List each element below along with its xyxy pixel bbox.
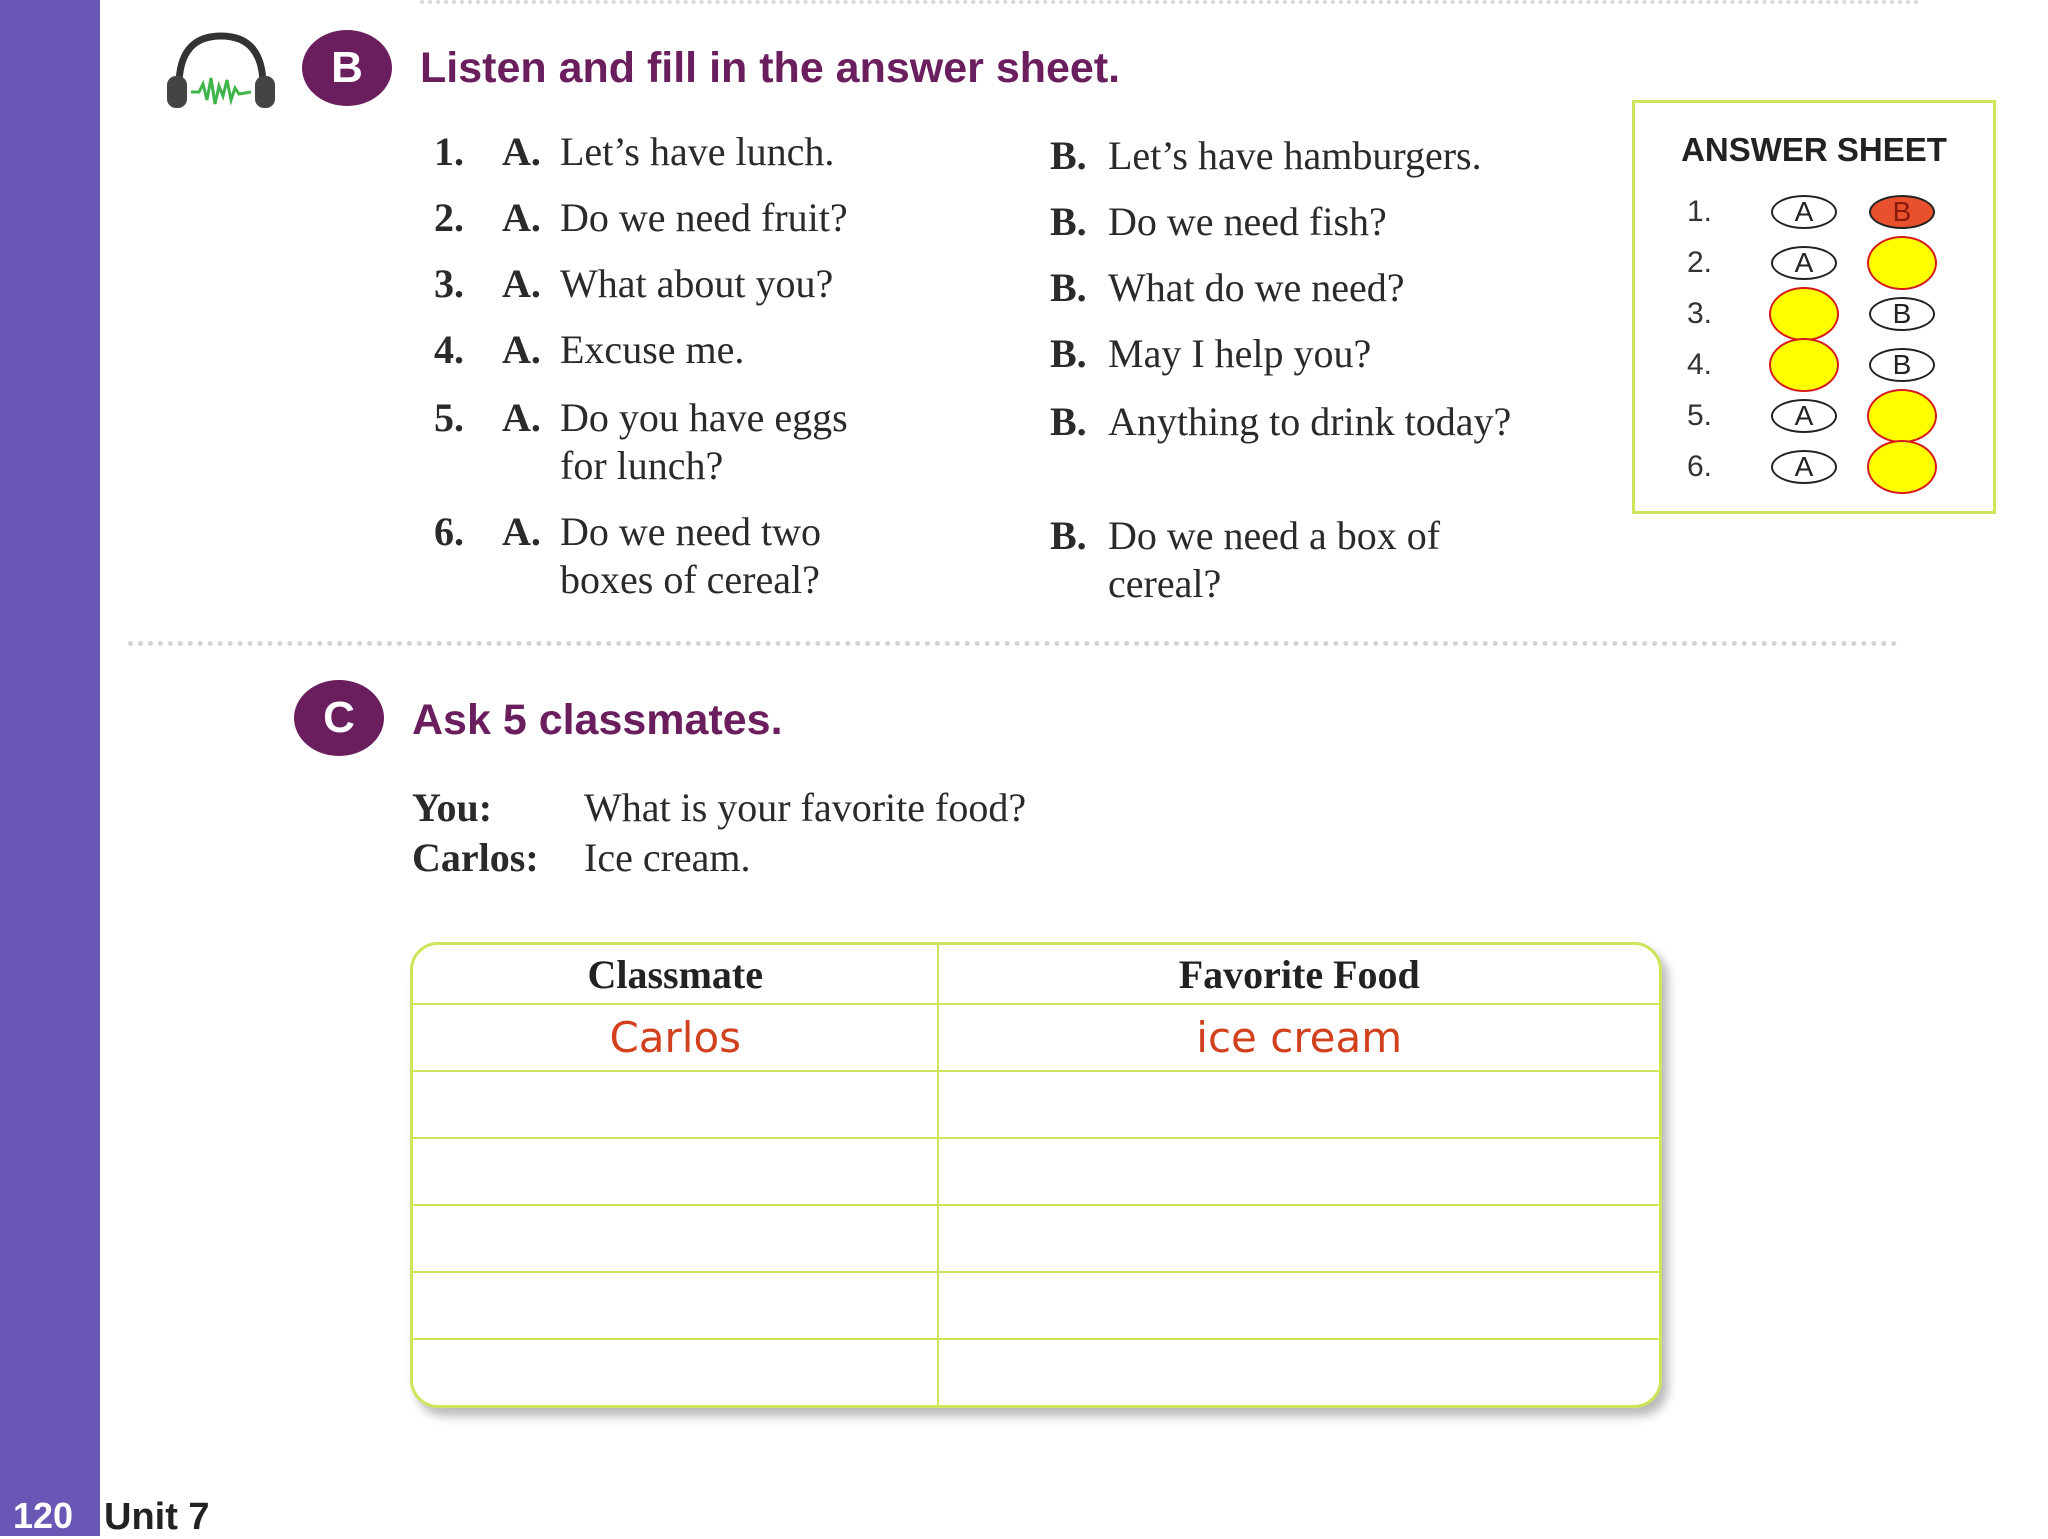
option-a-letter: A. xyxy=(502,261,541,306)
answer-sheet xyxy=(1632,100,1996,514)
left-sidebar-band xyxy=(0,0,100,1536)
option-b-text: What do we need? xyxy=(1108,265,1405,310)
classmate-cell[interactable] xyxy=(413,1138,938,1205)
answer-row xyxy=(1635,342,1993,390)
dialog-speaker: You: xyxy=(412,785,493,830)
answer-bubble-b[interactable]: B xyxy=(1869,195,1935,229)
classmate-cell[interactable] xyxy=(413,1339,938,1405)
option-b-text: Let’s have hamburgers. xyxy=(1108,133,1482,178)
table-row xyxy=(413,1004,1659,1071)
item-number: 3. xyxy=(434,261,464,306)
table-row xyxy=(413,1138,1659,1205)
answer-bubble-b[interactable] xyxy=(1867,440,1937,494)
dialog-text: What is your favorite food? xyxy=(584,785,1027,830)
table-header-classmate: Classmate xyxy=(413,945,938,1004)
answer-bubble-b[interactable] xyxy=(1867,236,1937,290)
table-row xyxy=(413,1339,1659,1405)
section-c-title: Ask 5 classmates. xyxy=(412,696,783,744)
answer-bubble-a[interactable] xyxy=(1769,287,1839,341)
section-b-title: Listen and fill in the answer sheet. xyxy=(420,44,1121,92)
option-b-letter: B. xyxy=(1050,513,1087,558)
option-b-text: May I help you? xyxy=(1108,331,1372,376)
option-a-text: Do you have eggs xyxy=(560,395,848,440)
option-a-text-cont: for lunch? xyxy=(560,443,724,488)
favorite-food-cell[interactable] xyxy=(938,1339,1659,1405)
answer-row-number: 1. xyxy=(1687,195,1713,228)
item-number: 6. xyxy=(434,509,464,554)
classmate-cell[interactable] xyxy=(413,1272,938,1339)
option-b-text: Do we need fish? xyxy=(1108,199,1387,244)
answer-row-number: 3. xyxy=(1687,297,1713,330)
item-number: 5. xyxy=(434,395,464,440)
answer-row xyxy=(1635,240,1993,288)
answer-row-number: 6. xyxy=(1687,450,1713,483)
option-a-text: Do we need fruit? xyxy=(560,195,848,240)
section-c-badge: C xyxy=(294,680,384,756)
answer-row xyxy=(1635,444,1993,492)
option-b-text-cont: cereal? xyxy=(1108,561,1222,606)
option-a-letter: A. xyxy=(502,395,541,440)
answer-row xyxy=(1635,393,1993,441)
table-row xyxy=(413,1205,1659,1272)
answer-row-number: 5. xyxy=(1687,399,1713,432)
answer-bubble-a[interactable]: A xyxy=(1771,195,1837,229)
unit-label: Unit 7 xyxy=(104,1496,210,1538)
item-number: 2. xyxy=(434,195,464,240)
favorite-food-cell[interactable] xyxy=(938,1071,1659,1138)
favorite-food-cell[interactable] xyxy=(938,1205,1659,1272)
dialog-text: Ice cream. xyxy=(584,835,751,880)
answer-bubble-a[interactable]: A xyxy=(1771,246,1837,280)
option-a-letter: A. xyxy=(502,129,541,174)
answer-bubble-b[interactable]: B xyxy=(1869,297,1935,331)
option-b-letter: B. xyxy=(1050,133,1087,178)
item-number: 1. xyxy=(434,129,464,174)
option-a-text: Do we need two xyxy=(560,509,822,554)
option-b-text: Anything to drink today? xyxy=(1108,399,1512,444)
section-divider xyxy=(128,641,1898,646)
table-header-favorite-food: Favorite Food xyxy=(938,945,1659,1004)
answer-row-number: 2. xyxy=(1687,246,1713,279)
headphones-icon xyxy=(165,30,277,112)
option-a-letter: A. xyxy=(502,509,541,554)
option-a-letter: A. xyxy=(502,327,541,372)
option-b-text: Do we need a box of xyxy=(1108,513,1441,558)
answer-sheet-title: ANSWER SHEET xyxy=(1681,131,1947,168)
section-b-badge: B xyxy=(302,30,392,106)
answer-row-number: 4. xyxy=(1687,348,1713,381)
classmates-table xyxy=(410,942,1662,1408)
classmate-cell[interactable]: Carlos xyxy=(413,1004,938,1071)
classmate-cell[interactable] xyxy=(413,1071,938,1138)
option-b-letter: B. xyxy=(1050,199,1087,244)
item-number: 4. xyxy=(434,327,464,372)
option-a-text: Let’s have lunch. xyxy=(560,129,835,174)
answer-bubble-a[interactable] xyxy=(1769,338,1839,392)
dialog-speaker: Carlos: xyxy=(412,835,539,880)
page-number: 120 xyxy=(0,1496,86,1536)
option-b-letter: B. xyxy=(1050,399,1087,444)
option-b-letter: B. xyxy=(1050,331,1087,376)
option-b-letter: B. xyxy=(1050,265,1087,310)
option-a-text: What about you? xyxy=(560,261,834,306)
option-a-text-cont: boxes of cereal? xyxy=(560,557,820,602)
option-a-letter: A. xyxy=(502,195,541,240)
table-row xyxy=(413,1071,1659,1138)
answer-bubble-b[interactable] xyxy=(1867,389,1937,443)
favorite-food-cell[interactable] xyxy=(938,1138,1659,1205)
option-a-text: Excuse me. xyxy=(560,327,745,372)
favorite-food-cell[interactable] xyxy=(938,1272,1659,1339)
answer-bubble-a[interactable]: A xyxy=(1771,399,1837,433)
answer-bubble-a[interactable]: A xyxy=(1771,450,1837,484)
answer-row xyxy=(1635,189,1993,237)
favorite-food-cell[interactable]: ice cream xyxy=(938,1004,1659,1071)
answer-row xyxy=(1635,291,1993,339)
answer-bubble-b[interactable]: B xyxy=(1869,348,1935,382)
table-row xyxy=(413,1272,1659,1339)
classmate-cell[interactable] xyxy=(413,1205,938,1272)
top-dotted-divider xyxy=(420,0,1920,4)
